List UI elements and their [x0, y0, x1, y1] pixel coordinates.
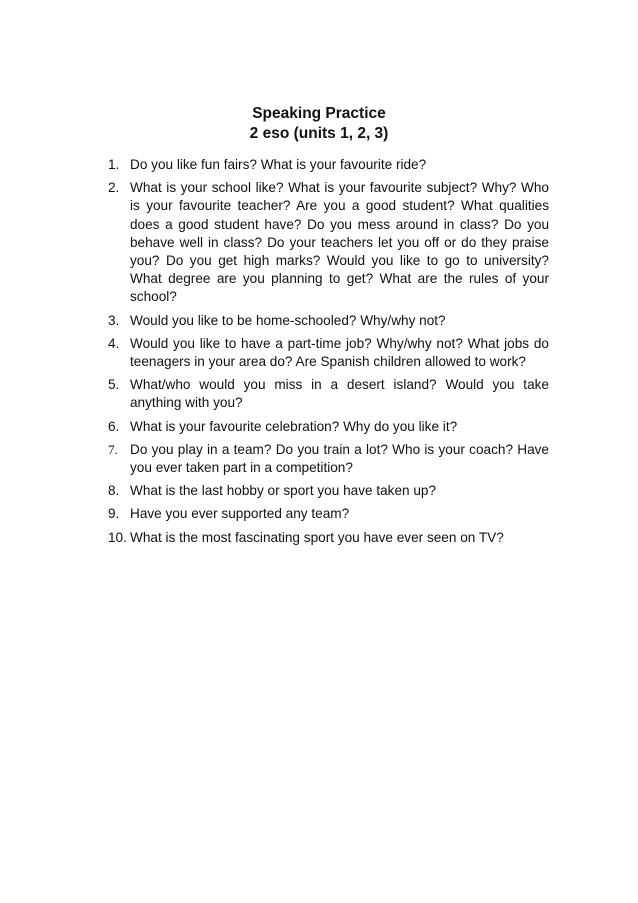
- question-item-9: [108, 505, 549, 523]
- question-item-6: [108, 418, 549, 436]
- question-item-7: [108, 441, 549, 477]
- question-number: 10.: [108, 529, 127, 545]
- page-subtitle: 2 eso (units 1, 2, 3): [249, 125, 389, 142]
- question-item-2: [108, 179, 549, 306]
- question-item-4: [108, 335, 549, 371]
- question-text: Do you play in a team? Do you train a lot? Who is your coach? Have you ever taken part in a competition?: [130, 441, 549, 476]
- question-number: 4.: [108, 335, 120, 351]
- question-item-1: [108, 156, 549, 174]
- question-list: [108, 156, 549, 552]
- question-text: Would you like to have a part-time job? Why/why not? What jobs do teenagers in your area do? Are Spanish children allowed to work?: [130, 335, 549, 370]
- question-item-10: [108, 529, 549, 547]
- question-number: 3.: [108, 312, 120, 328]
- question-text: Do you like fun fairs? What is your favourite ride?: [130, 157, 427, 172]
- question-item-5: [108, 376, 549, 412]
- page-title: Speaking Practice: [252, 105, 386, 122]
- title-block: [0, 104, 638, 144]
- question-item-3: [108, 312, 549, 330]
- question-text: Would you like to be home-schooled? Why/why not?: [130, 312, 446, 328]
- question-number: 5.: [108, 377, 120, 393]
- question-number: 1.: [108, 157, 120, 172]
- question-number: 7.: [108, 441, 118, 457]
- question-item-8: [108, 482, 549, 500]
- question-text: What is your favourite celebration? Why do you like it?: [130, 418, 458, 434]
- question-text: Have you ever supported any team?: [130, 506, 350, 522]
- question-number: 2.: [108, 180, 120, 196]
- question-text: What/who would you miss in a desert island? Would you take anything with you?: [130, 377, 549, 411]
- question-text: What is your school like? What is your favourite subject? Why? Who is your favourite teacher? Are you a good student? What qualities does a good student have? Do you mess around in class? Do you behave well in class? Do your teachers let you off or do they praise you? Do you get high marks? Would you like to go to university? What degree are you planning to get? What are the rules of your school?: [130, 180, 549, 305]
- question-text: What is the last hobby or sport you have taken up?: [130, 483, 437, 499]
- question-number: 6.: [108, 418, 120, 434]
- question-text: What is the most fascinating sport you have ever seen on TV?: [130, 529, 504, 545]
- question-number: 9.: [108, 506, 120, 522]
- question-number: 8.: [108, 483, 120, 499]
